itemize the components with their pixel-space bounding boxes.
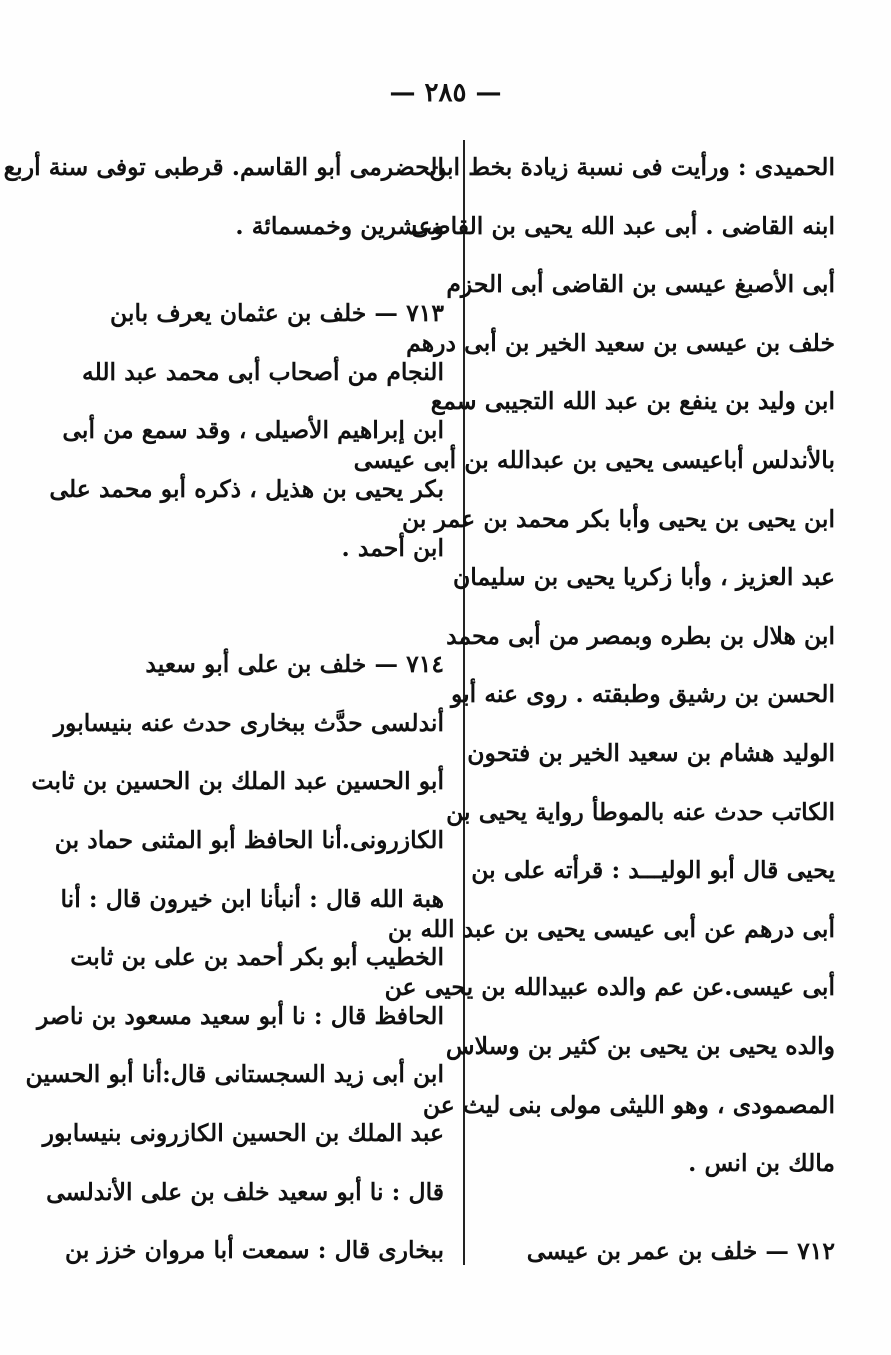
text-line: بالأندلس أباعيسى يحيى بن عبدالله بن أبى عيسى [353, 445, 835, 474]
text-line: والده يحيى بن يحيى بن كثير بن وسلاس [445, 1031, 835, 1060]
text-line: الخطيب أبو بكر أحمد بن على بن ثابت [70, 943, 444, 972]
text-line: ابن هلال بن بطره وبمصر من أبى محمد [446, 621, 835, 650]
entry-714-heading: ٧١٤ — خلف بن على أبو سعيد [145, 650, 444, 679]
text-line: ابنه القاضى . أبى عبد الله يحيى بن القاضى [411, 211, 835, 240]
text-line: ابن إبراهيم الأصيلى ، وقد سمع من أبى [62, 416, 444, 445]
page-number: — ٢٨٥ — [389, 78, 502, 108]
text-line: بكر يحيى بن هذيل ، ذكره أبو محمد على [49, 474, 444, 503]
text-line: الحسن بن رشيق وطبقته . روى عنه أبو [450, 680, 835, 709]
text-line: وعشرين وخمسمائة . [235, 211, 444, 240]
entry-712-heading: ٧١٢ — خلف بن عمر بن عيسى [526, 1236, 835, 1265]
text-line: الحميدى : ورأيت فى نسبة زيادة بخط ابن [429, 153, 835, 181]
text-line: الكازرونى.أنا الحافظ أبو المثنى حماد بن [54, 825, 444, 854]
text-line: مالك بن انس . [688, 1149, 835, 1178]
text-line: أبى الأصبغ عيسى بن القاضى أبى الحزم [446, 270, 835, 299]
text-line: ابن وليد بن ينفع بن عبد الله التجيبى سمع [430, 387, 835, 416]
text-line: أبى عيسى.عن عم والده عبيدالله بن يحيى عن [384, 973, 835, 1002]
text-line: أندلسى حدَّث ببخارى حدث عنه بنيسابور [53, 708, 444, 737]
paragraph-gap [92, 255, 444, 284]
text-line: ابن يحيى بن يحيى وأبا بكر محمد بن عمر بن [402, 504, 835, 533]
text-line: خلف بن عيسى بن سعيد الخير بن أبى درهم [406, 328, 835, 357]
text-line: عبد العزيز ، وأبا زكريا يحيى بن سليمان [453, 563, 835, 592]
text-line: الكاتب حدث عنه بالموطأ رواية يحيى بن [446, 797, 835, 826]
text-line: ابن أحمد . [341, 533, 444, 562]
entry-713-heading: ٧١٣ — خلف بن عثمان يعرف بابن [110, 299, 444, 328]
text-line: النجام من أصحاب أبى محمد عبد الله [81, 357, 444, 386]
text-line: الحافظ قال : نا أبو سعيد مسعود بن ناصر [36, 1001, 444, 1030]
text-line: هبة الله قال : أنبأنا ابن خيرون قال : أنا [60, 884, 444, 913]
text-line: عبد الملك بن الحسين الكازرونى بنيسابور [42, 1118, 444, 1147]
text-line: ابن أبى زيد السجستانى قال:أنا أبو الحسين [25, 1060, 444, 1089]
text-line: يحيى قال أبو الوليـــد : قرأته على بن [471, 856, 835, 885]
paragraph-gap [483, 1193, 835, 1222]
paragraph-gap [92, 577, 444, 635]
text-line: قال : نا أبو سعيد خلف بن على الأندلسى [46, 1177, 444, 1206]
text-line: الوليد هشام بن سعيد الخير بن فتحون [467, 738, 835, 767]
text-line: المصمودى ، وهو الليثى مولى بنى ليث عن [422, 1090, 835, 1119]
text-line: أبى درهم عن أبى عيسى يحيى بن عبد الله بن [387, 914, 835, 943]
text-line: الحضرمى أبو القاسم. قرطبى توفى سنة أربع [3, 153, 444, 181]
text-line: ببخارى قال : سمعت أبا مروان خزز بن [65, 1236, 444, 1265]
left-column [3, 138, 444, 1280]
text-line: أبو الحسين عبد الملك بن الحسين بن ثابت [31, 767, 444, 796]
